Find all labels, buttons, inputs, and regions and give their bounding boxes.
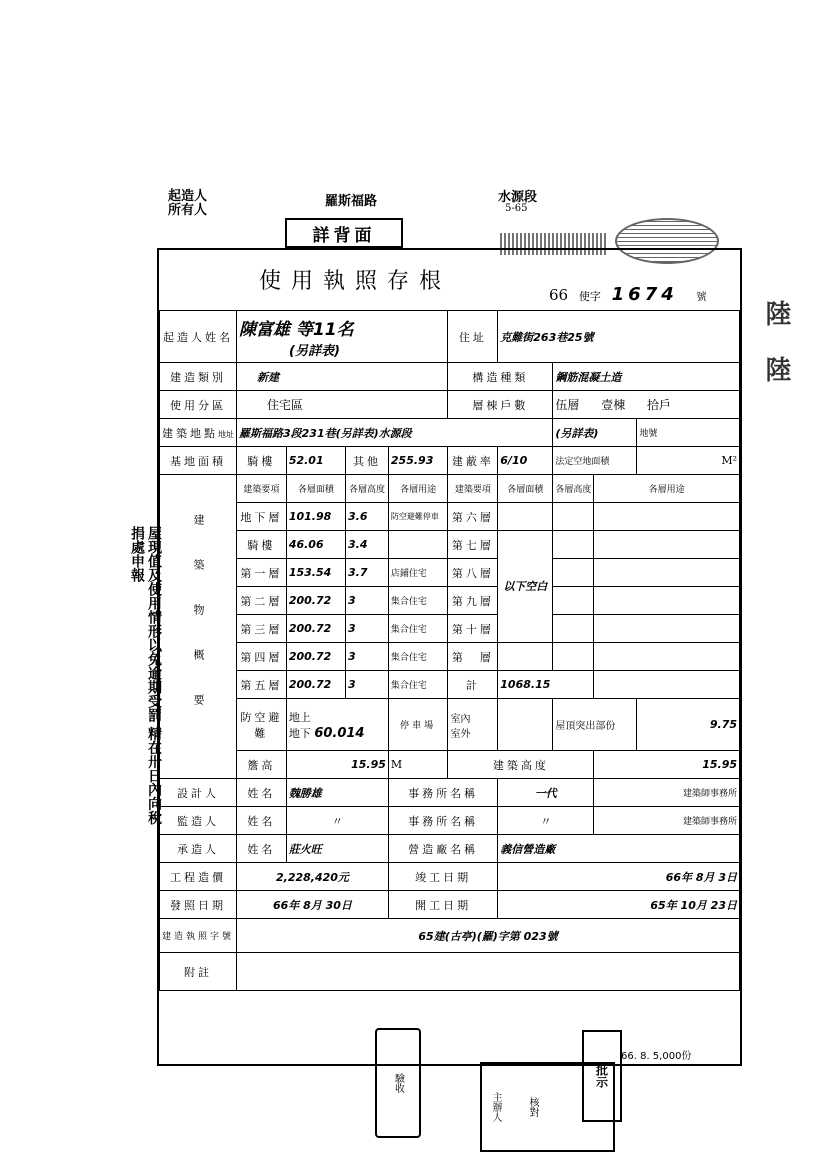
eaves-unit: M xyxy=(388,751,448,779)
floors-value: 伍層 xyxy=(555,398,580,412)
row-use: 集合住宅 xyxy=(388,615,448,643)
designer-office: 一代 xyxy=(498,779,594,807)
th-area-2: 各層面積 xyxy=(498,475,553,503)
row-area: 153.54 xyxy=(286,559,345,587)
complete-date: 66年 8月 3日 xyxy=(498,863,740,891)
row-use: 集合住宅 xyxy=(388,671,448,699)
row-item: 第九層 xyxy=(448,587,498,615)
print-run-mark: 66. 8. 5,000份 xyxy=(621,1051,692,1062)
row-area: 200.72 xyxy=(286,615,345,643)
shelter-values xyxy=(286,699,388,751)
row-height: 3 xyxy=(346,671,389,699)
row-use: 防空避難停車 xyxy=(388,503,448,531)
other-value: 255.93 xyxy=(388,447,448,475)
remarks-label: 附註 xyxy=(160,953,237,991)
designer-name: 魏勝雄 xyxy=(286,779,388,807)
complete-date-label: 竣工日期 xyxy=(388,863,497,891)
issue-date: 66年 8月 30日 xyxy=(237,891,389,919)
building-summary-side-label: 建築物概要 xyxy=(160,475,237,779)
row-item: 第 層 xyxy=(448,643,498,671)
supervisor-office-suffix: 建築師事務所 xyxy=(594,807,740,835)
number-prefix: 66 xyxy=(549,286,569,304)
row-use: 集合住宅 xyxy=(388,643,448,671)
build-type-value: 新建 xyxy=(237,363,448,391)
lot-label: 地號 xyxy=(637,419,740,447)
row-item: 第五層 xyxy=(237,671,287,699)
issue-date-label: 發照日期 xyxy=(160,891,237,919)
table-row xyxy=(160,643,740,671)
table-row xyxy=(160,615,740,643)
approval-left: 主辦人 xyxy=(490,1092,501,1122)
form-title: 使用執照存根 xyxy=(259,269,452,294)
arcade-value: 52.01 xyxy=(286,447,345,475)
row-height: 3 xyxy=(346,615,389,643)
units-value: 拾戶 xyxy=(647,398,672,412)
coverage-value: 6/10 xyxy=(498,447,553,475)
see-back-stamp: 詳背面 xyxy=(285,218,403,248)
applicant-label: 起造人 xyxy=(168,189,208,204)
th-height-2: 各層高度 xyxy=(553,475,594,503)
row-use: 店鋪住宅 xyxy=(388,559,448,587)
row-item: 第六層 xyxy=(448,503,498,531)
permit-ref-label: 建造執照字號 xyxy=(160,919,237,953)
applicant-label-cell: 起造人姓名 xyxy=(160,311,237,363)
row-area: 101.98 xyxy=(286,503,345,531)
legal-open-space-label: 法定空地面積 xyxy=(553,447,637,475)
row-height: 3.6 xyxy=(346,503,389,531)
floors-units-value xyxy=(553,391,740,419)
row-item: 第四層 xyxy=(237,643,287,671)
location-label: 建築地點地址 xyxy=(160,419,237,447)
inspector-seal: 驗收 xyxy=(375,1028,421,1138)
legal-open-space-unit: M² xyxy=(637,447,740,475)
table-row xyxy=(160,531,740,559)
th-height-1: 各層高度 xyxy=(346,475,389,503)
contractor-factory: 義信營造廠 xyxy=(498,835,740,863)
table-row xyxy=(160,559,740,587)
approval-center: 核對 xyxy=(527,1097,538,1117)
cost-value: 2,228,420元 xyxy=(237,863,389,891)
permit-number: 1674 xyxy=(611,284,678,305)
blank-note: 以下空白 xyxy=(498,531,553,643)
parking-indoor: 室內 xyxy=(450,713,471,725)
contractor-role: 承造人 xyxy=(160,835,237,863)
structure-value: 鋼筋混凝土造 xyxy=(553,363,740,391)
row-use: 集合住宅 xyxy=(388,587,448,615)
eaves-label: 簷高 xyxy=(237,751,287,779)
building-height-value: 15.95 xyxy=(594,751,740,779)
address-label: 住址 xyxy=(448,311,498,363)
th-area-1: 各層面積 xyxy=(286,475,345,503)
row-item: 地下層 xyxy=(237,503,287,531)
total-area: 1068.15 xyxy=(498,671,594,699)
permit-ref-value: 65建(古亭)(羅)字第 023號 xyxy=(237,919,740,953)
row-height: 3 xyxy=(346,643,389,671)
table-row xyxy=(160,587,740,615)
building-height-label: 建築高度 xyxy=(448,751,594,779)
start-date: 65年 10月 23日 xyxy=(498,891,740,919)
start-date-label: 開工日期 xyxy=(388,891,497,919)
zone-label: 使用分區 xyxy=(160,391,237,419)
shelter-below-value: 60.014 xyxy=(314,725,365,741)
supervisor-role: 監造人 xyxy=(160,807,237,835)
margin-tax-note: 屋現值及使用情形以免逾期受罰 精在卅日內向稅捐處申報 xyxy=(129,526,162,825)
eaves-value: 15.95 xyxy=(286,751,388,779)
roof-value: 9.75 xyxy=(637,699,740,751)
owner-label: 所有人 xyxy=(168,203,208,218)
applicant-owner-label xyxy=(168,190,207,218)
row-area: 200.72 xyxy=(286,587,345,615)
shelter-above: 地上 xyxy=(288,710,311,724)
th-use-2: 各層用途 xyxy=(594,475,740,503)
total-label: 計 xyxy=(448,671,498,699)
applicant-note: (另詳表) xyxy=(289,343,340,359)
supervisor-office-label: 事務所名稱 xyxy=(388,807,497,835)
contractor-name: 莊火旺 xyxy=(286,835,388,863)
supervisor-name: 〃 xyxy=(286,807,388,835)
section-number: 5-65 xyxy=(505,203,528,214)
coverage-label: 建蔽率 xyxy=(448,447,498,475)
th-item-2: 建築要項 xyxy=(448,475,498,503)
row-height: 3.4 xyxy=(346,531,389,559)
build-type-label: 建造類別 xyxy=(160,363,237,391)
structure-label: 構造種類 xyxy=(448,363,553,391)
site-area-label: 基地面積 xyxy=(160,447,237,475)
designer-role: 設計人 xyxy=(160,779,237,807)
supervisor-name-label: 姓名 xyxy=(237,807,287,835)
zone-value: 住宅區 xyxy=(237,391,448,419)
row-area: 46.06 xyxy=(286,531,345,559)
parking-values xyxy=(448,699,498,751)
permit-grid xyxy=(159,310,740,991)
row-item: 第二層 xyxy=(237,587,287,615)
row-height: 3 xyxy=(346,587,389,615)
applicant-value-cell xyxy=(237,311,448,363)
buildings-value: 壹棟 xyxy=(601,398,626,412)
table-row xyxy=(160,671,740,699)
shelter-label: 防空避難 xyxy=(237,699,287,751)
th-item-1: 建築要項 xyxy=(237,475,287,503)
designer-office-label: 事務所名稱 xyxy=(388,779,497,807)
row-item: 第十層 xyxy=(448,615,498,643)
floors-units-label: 層棟戶數 xyxy=(448,391,553,419)
contractor-factory-label: 營造廠名稱 xyxy=(388,835,497,863)
row-item: 第七層 xyxy=(448,531,498,559)
contractor-name-label: 姓名 xyxy=(237,835,287,863)
location-value: 羅斯福路3段231巷(另詳表)水源段 xyxy=(237,419,553,447)
row-item: 第三層 xyxy=(237,615,287,643)
right-edge-seal-fragment: 陸陸 xyxy=(761,300,791,412)
usage-permit-stub-form xyxy=(157,248,742,1066)
row-height: 3.7 xyxy=(346,559,389,587)
other-label: 其他 xyxy=(346,447,389,475)
location-lot: (另詳表) xyxy=(553,419,637,447)
arcade-label: 騎樓 xyxy=(237,447,287,475)
section-label: 水源段 xyxy=(498,190,538,205)
parking-label: 停車場 xyxy=(388,699,448,751)
parking-outdoor: 室外 xyxy=(450,728,471,740)
supervisor-office: 〃 xyxy=(498,807,594,835)
row-item: 騎樓 xyxy=(237,531,287,559)
applicant-name: 陳富雄 等11名 xyxy=(239,319,354,340)
approval-right-seal: 批示 xyxy=(582,1030,622,1122)
th-use-1: 各層用途 xyxy=(388,475,448,503)
cost-label: 工程造價 xyxy=(160,863,237,891)
number-mid: 使字 xyxy=(578,290,601,303)
row-use xyxy=(388,531,448,559)
shelter-below: 地下 xyxy=(288,726,311,740)
roof-label: 屋頂突出部份 xyxy=(553,699,637,751)
remarks-value xyxy=(237,953,740,991)
row-item: 第八層 xyxy=(448,559,498,587)
address-value: 克難街263巷25號 xyxy=(498,311,740,363)
table-row xyxy=(160,503,740,531)
road-label: 羅斯福路 xyxy=(325,194,378,209)
permit-number-line xyxy=(549,284,707,305)
number-suffix: 號 xyxy=(696,292,707,303)
row-item: 第一層 xyxy=(237,559,287,587)
row-area: 200.72 xyxy=(286,671,345,699)
designer-office-suffix: 建築師事務所 xyxy=(594,779,740,807)
designer-name-label: 姓名 xyxy=(237,779,287,807)
row-area: 200.72 xyxy=(286,643,345,671)
